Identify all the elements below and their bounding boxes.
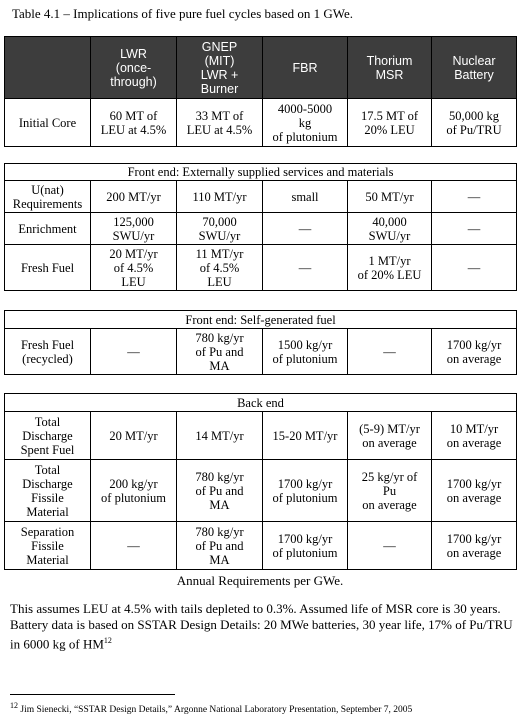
table-row [5, 245, 517, 291]
back-end-table [4, 393, 517, 570]
table-row [5, 522, 517, 570]
table-cell: 1500 kg/yr of plutonium [263, 329, 348, 375]
footnote-number: 12 [10, 701, 18, 710]
table-row [5, 329, 517, 375]
table-cell: 125,000 SWU/yr [91, 213, 177, 245]
table-cell: 110 MT/yr [177, 181, 263, 213]
table-cell: 33 MT of LEU at 4.5% [177, 99, 263, 147]
table-cell: 20 MT/yr of 4.5% LEU [91, 245, 177, 291]
row-label: Separation Fissile Material [5, 522, 91, 570]
table-cell: 1700 kg/yr on average [432, 460, 517, 522]
row-label: Total Discharge Spent Fuel [5, 412, 91, 460]
table-caption: Table 4.1 – Implications of five pure fuel cycles based on 1 GWe. [12, 6, 353, 21]
footnote-divider [10, 694, 175, 695]
table-cell: 200 kg/yr of plutonium [91, 460, 177, 522]
table-row [5, 460, 517, 522]
table-cell: 50,000 kg of Pu/TRU [432, 99, 517, 147]
table-cell: 70,000 SWU/yr [177, 213, 263, 245]
table-cell: — [91, 522, 177, 570]
table-cell: 17.5 MT of 20% LEU [348, 99, 432, 147]
assumption-text: This assumes LEU at 4.5% with tails depleted to 0.3%. Assumed life of MSR core is 30 years. Battery data is based on SSTAR Design Details: 20 MWe batteries, 30 year life, 17% of Pu/TRU in 6000 kg of HM [10, 601, 513, 652]
front-end-external-table [4, 163, 517, 291]
table-cell: 200 MT/yr [91, 181, 177, 213]
annual-requirements-note: Annual Requirements per GWe. [176, 573, 344, 588]
table-cell: 10 MT/yr on average [432, 412, 517, 460]
section-title: Back end [5, 394, 517, 412]
table-cell: (5-9) MT/yr on average [348, 412, 432, 460]
row-label: Initial Core [5, 99, 91, 147]
table-cell: 25 kg/yr of Pu on average [348, 460, 432, 522]
header-table [4, 36, 517, 147]
table-row [5, 412, 517, 460]
table-cell: small [263, 181, 348, 213]
row-label: Total Discharge Fissile Material [5, 460, 91, 522]
row-label: Fresh Fuel (recycled) [5, 329, 91, 375]
table-cell: 1700 kg/yr on average [432, 522, 517, 570]
footnote-reference[interactable]: 12 [103, 636, 112, 645]
table-cell: 15-20 MT/yr [263, 412, 348, 460]
table-cell: 1700 kg/yr on average [432, 329, 517, 375]
table-cell: — [91, 329, 177, 375]
table-cell: 780 kg/yr of Pu and MA [177, 522, 263, 570]
table-cell: 20 MT/yr [91, 412, 177, 460]
table-row [5, 213, 517, 245]
assumption-paragraph [10, 601, 515, 652]
section-title: Front end: Externally supplied services and materials [5, 164, 517, 181]
column-header: Thorium MSR [348, 37, 432, 99]
table-cell: — [263, 213, 348, 245]
table-cell: 1700 kg/yr of plutonium [263, 460, 348, 522]
section-title-row [5, 394, 517, 412]
section-title: Front end: Self-generated fuel [5, 311, 517, 329]
table-cell: 50 MT/yr [348, 181, 432, 213]
table-cell: 780 kg/yr of Pu and MA [177, 460, 263, 522]
table-cell: 780 kg/yr of Pu and MA [177, 329, 263, 375]
table-cell: 11 MT/yr of 4.5% LEU [177, 245, 263, 291]
table-row [5, 181, 517, 213]
table-cell: 4000-5000 kg of plutonium [263, 99, 348, 147]
corner-cell [5, 37, 91, 99]
table-cell: 14 MT/yr [177, 412, 263, 460]
section-title-row [5, 164, 517, 181]
column-header: LWR (once- through) [91, 37, 177, 99]
row-label: Enrichment [5, 213, 91, 245]
footnote [10, 701, 412, 715]
column-header: FBR [263, 37, 348, 99]
footnote-text: Jim Sienecki, “SSTAR Design Details,” Argonne National Laboratory Presentation, September 7, 2005 [18, 705, 413, 716]
table-cell: — [432, 213, 517, 245]
section-title-row [5, 311, 517, 329]
table-cell: — [348, 522, 432, 570]
table-cell: 40,000 SWU/yr [348, 213, 432, 245]
table-cell: 60 MT of LEU at 4.5% [91, 99, 177, 147]
front-end-self-table [4, 310, 517, 375]
table-row [5, 99, 517, 147]
table-cell: 1 MT/yr of 20% LEU [348, 245, 432, 291]
column-header: Nuclear Battery [432, 37, 517, 99]
table-cell: — [348, 329, 432, 375]
row-label: U(nat) Requirements [5, 181, 91, 213]
table-cell: 1700 kg/yr of plutonium [263, 522, 348, 570]
table-cell: — [432, 245, 517, 291]
table-cell: — [263, 245, 348, 291]
column-header-row [5, 37, 517, 99]
row-label: Fresh Fuel [5, 245, 91, 291]
column-header: GNEP (MIT) LWR + Burner [177, 37, 263, 99]
table-cell: — [432, 181, 517, 213]
